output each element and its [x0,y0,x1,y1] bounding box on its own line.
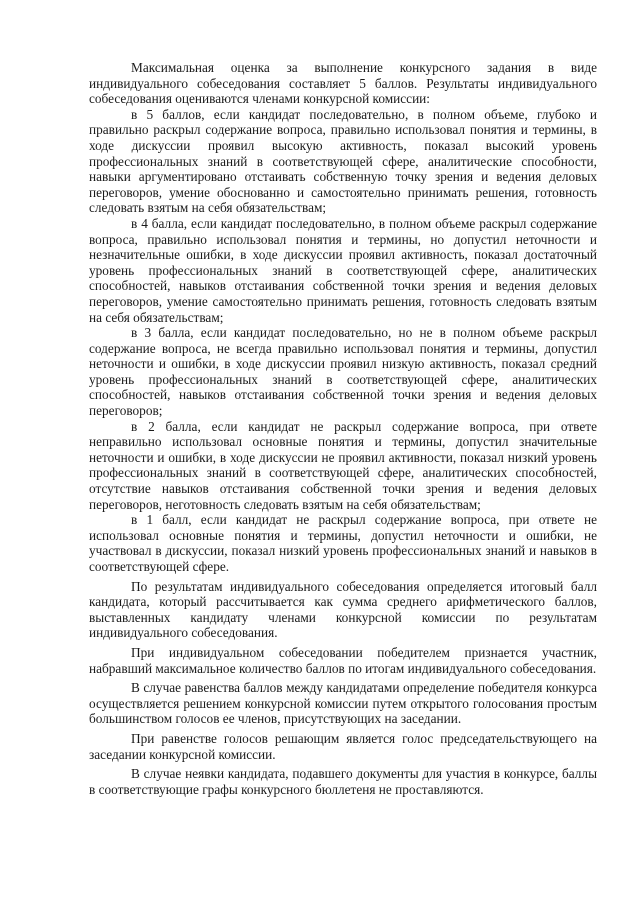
paragraph-winner: При индивидуальном собеседовании победителем признается участник, набравший максимальное количество баллов по итогам индивидуального собеседования. [89,644,597,676]
document-page [89,60,597,797]
paragraph-no-show: В случае неявки кандидата, подавшего документы для участия в конкурсе, баллы в соответствующие графы конкурсного бюллетеня не проставляются. [89,766,597,797]
paragraph-score-3: в 3 балла, если кандидат последовательно, но не в полном объеме раскрыл содержание вопроса, не всегда правильно использовал понятия и термины, допустил неточности и ошибки, в ходе дискуссии проявил низкую активность, показал средний уровень профессиональных знаний в соответствующей сфере, аналитических способностей, навыков отстаивания собственной точки зрения и ведения деловых переговоров; [89,325,597,419]
paragraph-score-5: в 5 баллов, если кандидат последовательно, в полном объеме, глубоко и правильно раскрыл содержание вопроса, правильно использовал понятия и термины, в ходе дискуссии проявил высокую активность, показал высокий уровень профессиональных знаний в соответствующей сфере, аналитические способности, навыки аргументировано отстаивать собственную точку зрения и ведения деловых переговоров, умение обоснованно и самостоятельно принимать решения, готовность следовать взятым на себя обязательствам; [89,106,597,216]
paragraph-equal-votes: При равенстве голосов решающим является голос председательствующего на заседании конкурсной комиссии. [89,730,597,762]
paragraph-score-4: в 4 балла, если кандидат последовательно, в полном объеме раскрыл содержание вопроса, правильно использовал понятия и термины, но допустил неточности и незначительные ошибки, в ходе дискуссии проявил активность, показал достаточный уровень профессиональных знаний в соответствующей сфере, аналитических способностей, навыков отстаивания собственной точки зрения и ведения деловых переговоров, умение самостоятельно принимать решения, готовность следовать взятым на себя обязательствам; [89,215,597,325]
paragraph-score-2: в 2 балла, если кандидат не раскрыл содержание вопроса, при ответе неправильно использовал основные понятия и термины, допустил значительные неточности и ошибки, в ходе дискуссии не проявил активности, показал низкий уровень профессиональных знаний в соответствующей сфере, аналитических способностей, отсутствие навыков отстаивания собственной точки зрения и ведения деловых переговоров, неготовность следовать взятым на себя обязательствам; [89,418,597,512]
paragraph-tie: В случае равенства баллов между кандидатами определение победителя конкурса осуществляется решением конкурсной комиссии путем открытого голосования простым большинством голосов ее членов, присутствующих на заседании. [89,680,597,727]
paragraph-final-score: По результатам индивидуального собеседования определяется итоговый балл кандидата, который рассчитывается как сумма среднего арифметического баллов, выставленных кандидату членами конкурсной комиссии по результатам индивидуального собеседования. [89,578,597,641]
paragraph-intro: Максимальная оценка за выполнение конкурсного задания в виде индивидуального собеседования составляет 5 баллов. Результаты индивидуального собеседования оцениваются членами конкурсной комиссии: [89,60,597,107]
paragraph-score-1: в 1 балл, если кандидат не раскрыл содержание вопроса, при ответе не использовал основные понятия и термины, допустил неточности и ошибки, не участвовал в дискуссии, показал низкий уровень профессиональных знаний и навыков в соответствующей сфере. [89,512,597,574]
